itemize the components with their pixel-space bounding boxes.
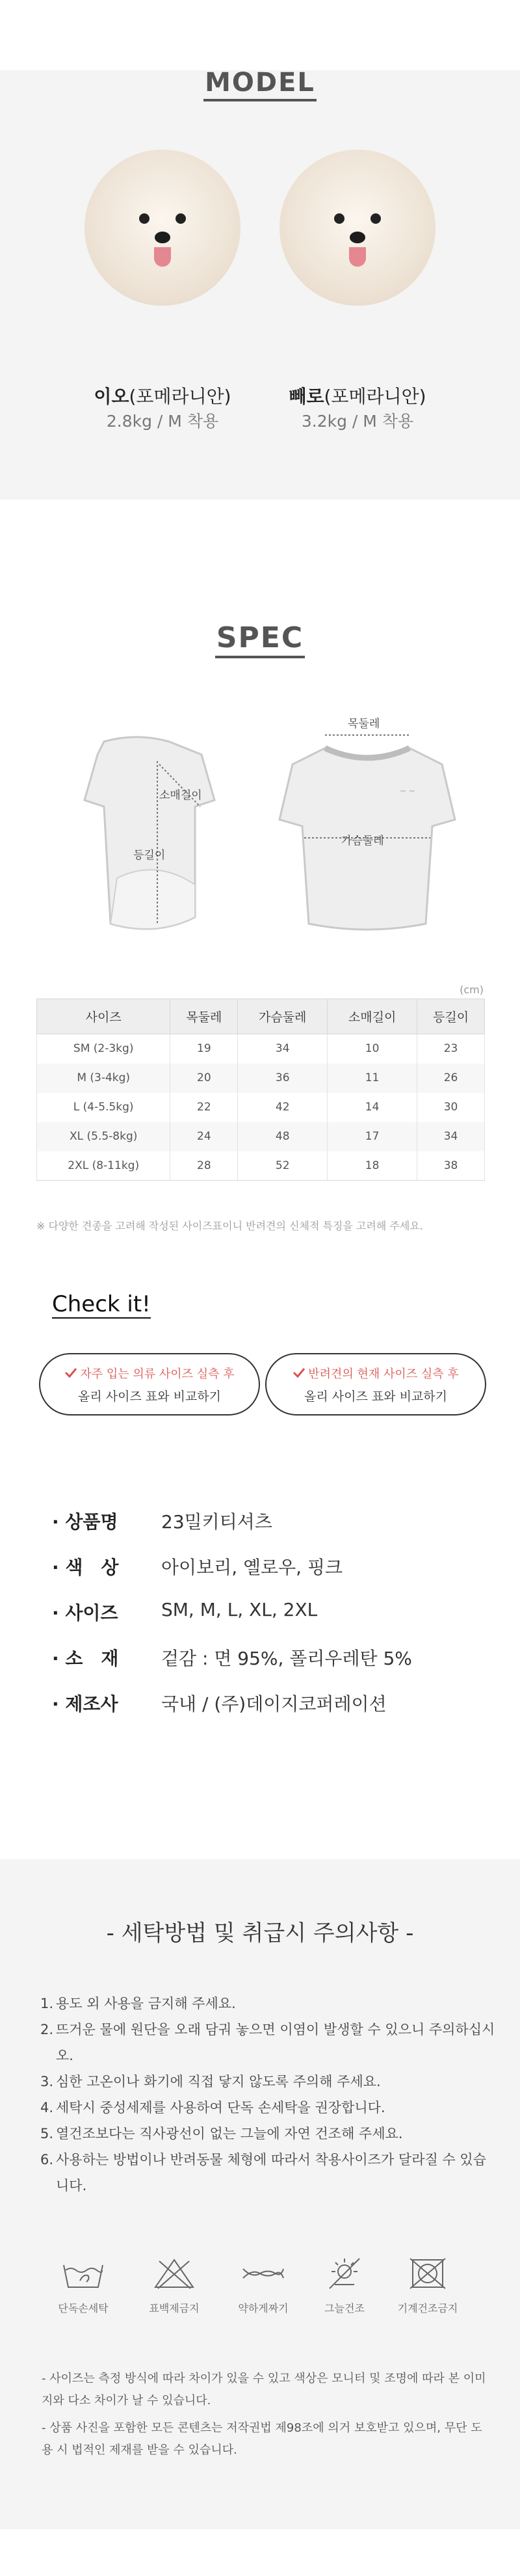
table-row	[37, 1093, 485, 1122]
footnote-copyright: - 상품 사진을 포함한 모든 콘텐츠는 저작권법 제98조에 의거 보호받고 있으며, 무단 도용 시 법적인 제재를 받을 수 있습니다.	[42, 2421, 482, 2457]
check-tip-1	[39, 1353, 260, 1415]
list-number: 3.	[40, 2074, 54, 2089]
dog-photo-1	[84, 150, 240, 306]
care-title: - 세탁방법 및 취급시 주의사항 -	[106, 1920, 414, 1946]
table-cell: 22	[170, 1093, 238, 1122]
table-row	[37, 1151, 485, 1181]
neck-label: 목둘레	[348, 718, 380, 731]
svg-text:~ ~: ~ ~	[400, 786, 415, 796]
no-wring-icon	[240, 2256, 286, 2291]
check-icon	[292, 1367, 306, 1378]
list-item	[40, 2147, 495, 2199]
care-instructions	[40, 1991, 495, 2199]
no-bleach-icon	[151, 2256, 197, 2291]
check-tip-2	[265, 1353, 486, 1415]
list-text: 세탁시 중성세제를 사용하여 단독 손세탁을 권장합니다.	[56, 2100, 385, 2115]
table-cell: 38	[417, 1151, 485, 1181]
list-number: 4.	[40, 2100, 54, 2115]
size-note: ※ 다양한 견종을 고려해 작성된 사이즈표이니 반려견의 신체적 특징을 고려해 주세요.	[36, 1220, 423, 1232]
table-row	[37, 1064, 485, 1093]
table-header: 사이즈	[37, 999, 170, 1034]
info-value: 국내 / (주)데이지코퍼레이션	[161, 1693, 387, 1715]
dog-photo-2	[280, 150, 436, 306]
size-table	[36, 999, 485, 1181]
list-number: 2.	[40, 2022, 54, 2037]
check-tip-2-line2: 올리 사이즈 표와 비교하기	[304, 1389, 447, 1404]
table-cell: 10	[328, 1034, 417, 1064]
list-text: 사용하는 방법이나 반려동물 체형에 따라서 착용사이즈가 달라질 수 있습니다.	[56, 2152, 486, 2194]
table-row	[37, 1034, 485, 1064]
check-tip-1-line2: 올리 사이즈 표와 비교하기	[77, 1389, 221, 1404]
care-icon-no-bleach	[135, 2256, 213, 2315]
list-item	[40, 2095, 495, 2121]
info-key: · 소 재	[52, 1648, 119, 1669]
table-cell: 48	[238, 1122, 328, 1151]
check-title: Check it!	[52, 1291, 151, 1317]
table-cell: L (4-5.5kg)	[37, 1093, 170, 1122]
model-name-1: 이오(포메라니안)	[94, 386, 231, 407]
model-section	[0, 70, 520, 500]
list-text: 심한 고온이나 화기에 직접 닿지 않도록 주의해 주세요.	[56, 2074, 381, 2089]
table-cell: 23	[417, 1034, 485, 1064]
list-text: 뜨거운 물에 원단을 오래 담궈 놓으면 이염이 발생할 수 있으니 주의하십시오.	[56, 2022, 495, 2063]
list-item	[40, 2121, 495, 2147]
info-key: · 상품명	[52, 1511, 118, 1533]
table-header-row	[37, 999, 485, 1034]
model-name-2: 빼로(포메라니안)	[289, 386, 426, 407]
table-cell: SM (2-3kg)	[37, 1034, 170, 1064]
check-tip-2-line1: 반려견의 현재 사이즈 실측 후	[308, 1367, 459, 1381]
unit-label: (cm)	[460, 984, 484, 996]
care-icon-shade-dry	[306, 2256, 384, 2315]
care-icon-hand-wash	[44, 2256, 122, 2315]
list-number: 1.	[40, 1996, 54, 2011]
list-item	[40, 2017, 495, 2069]
table-cell: 14	[328, 1093, 417, 1122]
care-icon-no-machine-dry	[389, 2256, 467, 2315]
table-cell: 34	[417, 1122, 485, 1151]
footnote-size-color: - 사이즈는 측정 방식에 따라 차이가 있을 수 있고 색상은 모니터 및 조명에 따라 본 이미지와 다소 차이가 날 수 있습니다.	[42, 2372, 486, 2408]
list-number: 5.	[40, 2126, 54, 2141]
table-cell: M (3-4kg)	[37, 1064, 170, 1093]
no-machine-dry-icon	[405, 2256, 450, 2291]
care-icon-label: 그늘건조	[324, 2302, 365, 2314]
info-value: 23밀키티셔츠	[161, 1511, 272, 1533]
table-cell: 28	[170, 1151, 238, 1181]
table-cell: 42	[238, 1093, 328, 1122]
table-cell: 52	[238, 1151, 328, 1181]
back-length-label: 등길이	[133, 849, 166, 862]
info-value: 겉감 : 면 95%, 폴리우레탄 5%	[161, 1648, 412, 1669]
table-cell: 17	[328, 1122, 417, 1151]
table-header: 가슴둘레	[238, 999, 328, 1034]
info-key: · 색 상	[52, 1557, 119, 1578]
table-cell: 24	[170, 1122, 238, 1151]
care-icon-label: 약하게짜기	[238, 2302, 289, 2314]
table-row	[37, 1122, 485, 1151]
list-item	[40, 2069, 495, 2095]
care-icon-label: 기계건조금지	[397, 2302, 458, 2314]
table-cell: 30	[417, 1093, 485, 1122]
table-cell: 34	[238, 1034, 328, 1064]
table-cell: 11	[328, 1064, 417, 1093]
info-value: 아이보리, 옐로우, 핑크	[161, 1557, 343, 1578]
table-cell: XL (5.5-8kg)	[37, 1122, 170, 1151]
info-value: SM, M, L, XL, 2XL	[161, 1599, 318, 1620]
model-spec-1: 2.8kg / M 착용	[106, 412, 219, 431]
table-cell: 2XL (8-11kg)	[37, 1151, 170, 1181]
list-item	[40, 1991, 495, 2017]
spec-title: SPEC	[0, 621, 520, 654]
hand-wash-icon	[60, 2256, 106, 2291]
check-icon	[64, 1367, 77, 1378]
shade-dry-icon	[322, 2256, 367, 2291]
care-icon-no-wring	[224, 2256, 302, 2315]
sleeve-length-label: 소매길이	[159, 789, 202, 802]
table-header: 등길이	[417, 999, 485, 1034]
list-text: 용도 외 사용을 금지해 주세요.	[56, 1996, 236, 2011]
table-cell: 18	[328, 1151, 417, 1181]
tshirt-side-illustration	[65, 729, 240, 943]
check-tip-1-line1: 자주 입는 의류 사이즈 실측 후	[80, 1367, 235, 1381]
table-cell: 20	[170, 1064, 238, 1093]
model-title: MODEL	[0, 68, 520, 98]
info-key: · 사이즈	[52, 1602, 118, 1624]
model-spec-2: 3.2kg / M 착용	[301, 412, 414, 431]
table-header: 소매길이	[328, 999, 417, 1034]
table-cell: 26	[417, 1064, 485, 1093]
table-cell: 19	[170, 1034, 238, 1064]
info-key: · 제조사	[52, 1693, 118, 1715]
care-icon-label: 표백제금지	[149, 2302, 200, 2314]
table-cell: 36	[238, 1064, 328, 1093]
list-text: 열건조보다는 직사광선이 없는 그늘에 자연 건조해 주세요.	[56, 2126, 403, 2141]
chest-label: 가슴둘레	[341, 835, 384, 848]
list-number: 6.	[40, 2152, 54, 2167]
care-icon-label: 단독손세탁	[58, 2302, 109, 2314]
table-header: 목둘레	[170, 999, 238, 1034]
